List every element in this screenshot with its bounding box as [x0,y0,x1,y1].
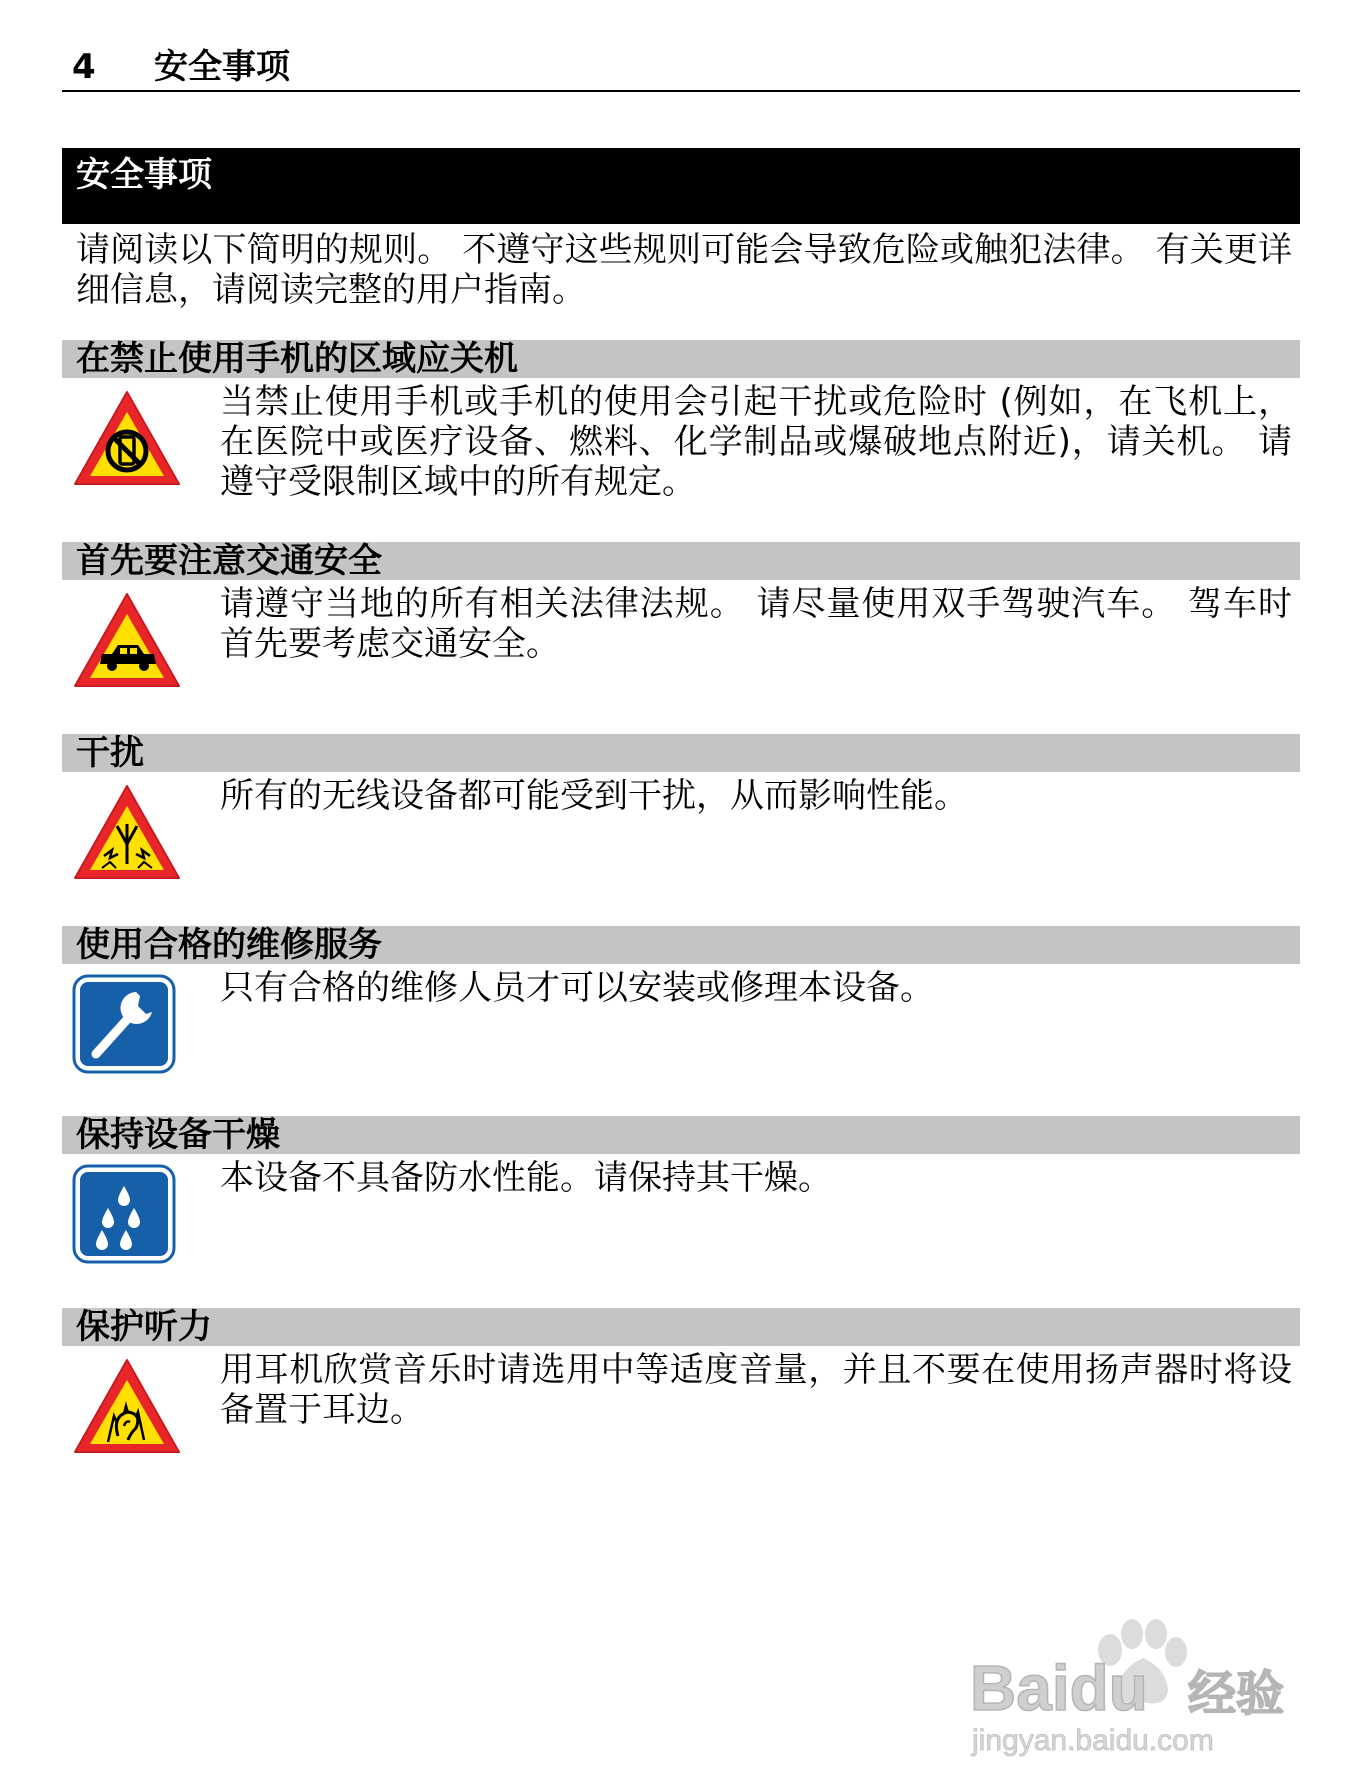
section-heading: 干扰 [62,734,1300,772]
interference-warning-icon [72,782,182,882]
section-heading: 首先要注意交通安全 [62,542,1300,580]
section-switch-off [62,339,1300,502]
page-number: 4 [72,47,96,87]
watermark-url: jingyan.baidu.com [972,1724,1214,1757]
section-body: 当禁止使用手机或手机的使用会引起干扰或危险时 (例如，在飞机上，在医院中或医疗设备、燃料、化学制品或爆破地点附近)，请关机。 请遵守受限制区域中的所有规定。 [220,382,1292,502]
running-title: 安全事项 [154,47,290,87]
intro-paragraph: 请阅读以下简明的规则。 不遵守这些规则可能会导致危险或触犯法律。 有关更详细信息，请阅读完整的用户指南。 [76,230,1292,310]
section-body: 所有的无线设备都可能受到干扰，从而影响性能。 [220,776,968,816]
section-heading: 保护听力 [62,1308,1300,1346]
section-heading: 在禁止使用手机的区域应关机 [62,340,1300,378]
section-interference [62,733,1300,816]
baidu-watermark-logo [960,1590,1300,1760]
wrench-icon [72,974,182,1074]
running-header [62,44,1300,92]
section-water-resistance [62,1115,1300,1198]
section-heading: 保持设备干燥 [62,1116,1300,1154]
section-heading: 使用合格的维修服务 [62,926,1300,964]
watermark-brand-cn: 经验 [1188,1666,1285,1722]
hearing-warning-icon [72,1356,182,1456]
section-hearing [62,1307,1300,1430]
section-body: 只有合格的维修人员才可以安装或修理本设备。 [220,968,934,1008]
section-body: 用耳机欣赏音乐时请选用中等适度音量，并且不要在使用扬声器时将设备置于耳边。 [220,1350,1292,1430]
section-body: 本设备不具备防水性能。请保持其干燥。 [220,1158,832,1198]
section-body: 请遵守当地的所有相关法律法规。 请尽量使用双手驾驶汽车。 驾车时首先要考虑交通安全。 [220,584,1292,664]
car-warning-icon [72,590,182,690]
watermark-brand: Baidu [970,1652,1148,1724]
no-phone-warning-icon [72,388,182,488]
water-drops-icon [72,1164,182,1264]
chapter-title: 安全事项 [62,148,1300,224]
section-road-safety [62,541,1300,664]
section-qualified-service [62,925,1300,1008]
